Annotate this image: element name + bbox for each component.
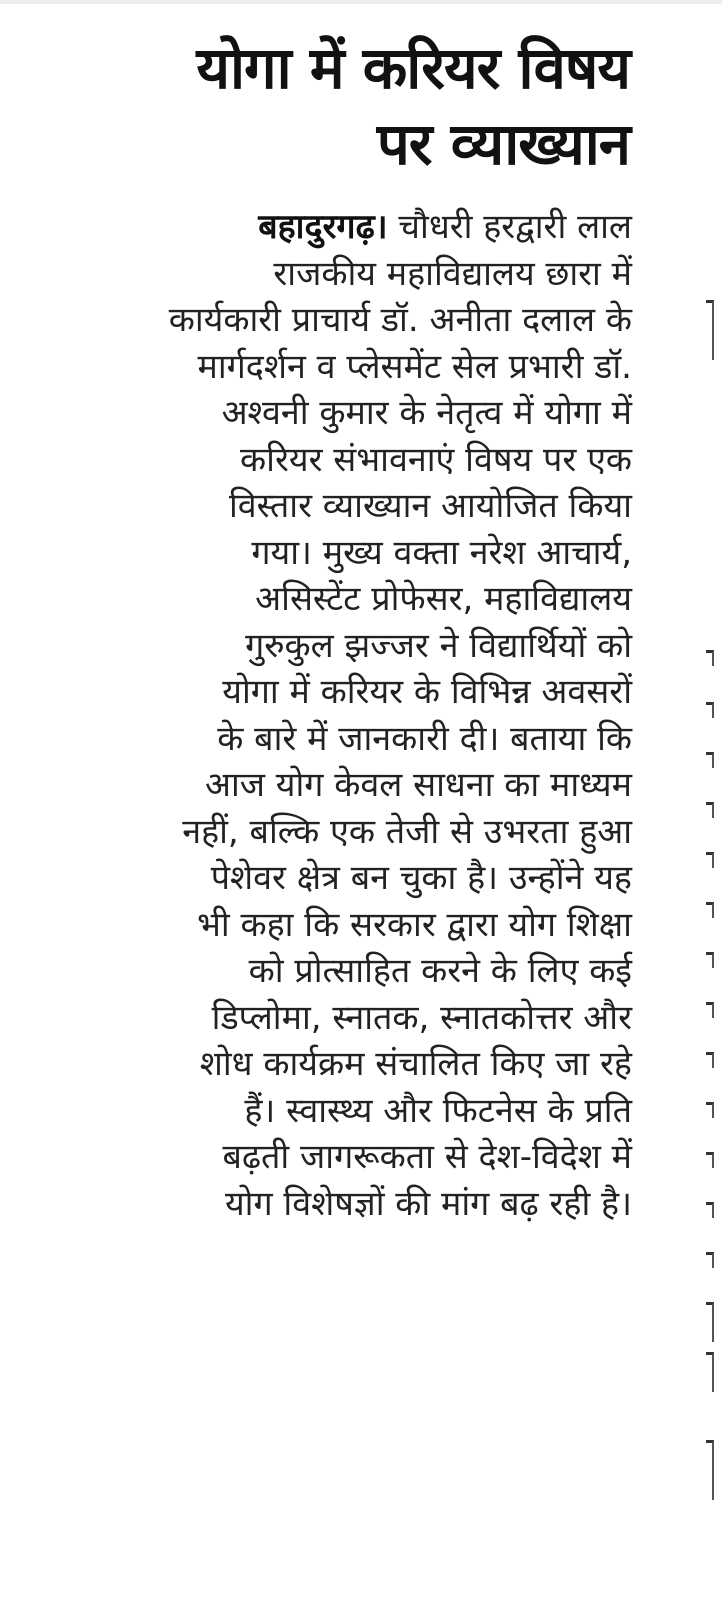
body-line: आज योग केवल साधना का माध्यम [204,765,632,805]
headline-line-2: पर व्याख्यान [376,110,630,178]
body-line: गया। मुख्य वक्ता नरेश आचार्य, [251,532,632,573]
body-line: मार्गदर्शन व प्लेसमेंट सेल प्रभारी डॉ. [197,346,632,387]
body-line: के बारे में जानकारी दी। बताया कि [217,718,632,759]
text-fragment [706,952,714,968]
body-line: विस्तार व्याख्यान आयोजित किया [228,486,632,526]
text-fragment [706,902,714,918]
article-body [40,204,640,1227]
text-fragment [706,1302,714,1342]
body-line: पेशेवर क्षेत्र बन चुका है। उन्होंने यह [210,858,632,898]
text-fragment [706,802,714,818]
text-fragment [706,1152,714,1168]
text-fragment [706,1252,714,1268]
text-fragment [706,1202,714,1218]
body-line: भी कहा कि सरकार द्वारा योग शिक्षा [196,904,632,945]
text-fragment [706,1102,714,1118]
body-line: हैं। स्वास्थ्य और फिटनेस के प्रति [244,1090,632,1131]
body-line: राजकीय महाविद्यालय छारा में [273,253,632,294]
headline-line-1: योगा में करियर विषय [196,34,630,102]
article-headline [40,30,640,182]
body-line: डिप्लोमा, स्नातक, स्नातकोत्तर और [211,997,632,1038]
adjacent-column-edge [700,290,722,1550]
body-line: कार्यकारी प्राचार्य डॉ. अनीता दलाल के [168,300,632,340]
dateline: बहादुरगढ़। [258,207,388,247]
body-line: योग विशेषज्ञों की मांग बढ़ रही है। [224,1183,632,1224]
text-fragment [706,1002,714,1018]
news-article [40,30,640,1227]
body-line: शोध कार्यक्रम संचालित किए जा रहे [199,1044,632,1084]
text-fragment [706,650,714,666]
text-fragment [706,1352,714,1392]
text-fragment [706,752,714,768]
body-line: अश्वनी कुमार के नेतृत्व में योगा में [221,393,632,433]
body-line-text: चौधरी हरद्वारी लाल [387,207,632,247]
text-fragment [706,702,714,718]
body-line: योगा में करियर के विभिन्न अवसरों [222,672,632,712]
text-fragment [706,1440,714,1500]
text-fragment [706,1052,714,1068]
body-line [40,204,632,251]
body-line: नहीं, बल्कि एक तेजी से उभरता हुआ [182,811,632,852]
body-line: करियर संभावनाएं विषय पर एक [240,439,632,480]
text-fragment [706,300,714,360]
top-border [0,0,722,4]
body-line: असिस्टेंट प्रोफेसर, महाविद्यालय [255,579,632,619]
body-line: को प्रोत्साहित करने के लिए कई [248,951,632,991]
body-line: बढ़ती जागरूकता से देश-विदेश में [222,1137,632,1177]
body-line: गुरुकुल झज्जर ने विद्यार्थियों को [245,625,632,666]
text-fragment [706,852,714,868]
